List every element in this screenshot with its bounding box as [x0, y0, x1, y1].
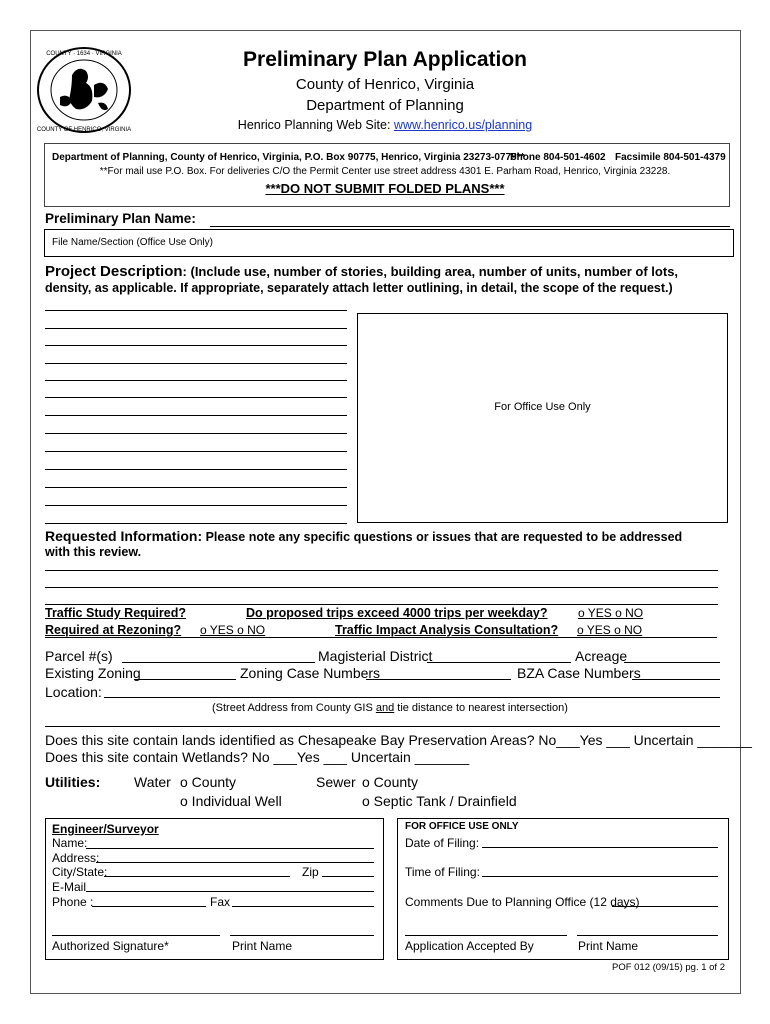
- project-description-instructions-2: density, as applicable. If appropriate, separately attach letter outlining, in detail, the scope of the request.): [45, 281, 673, 295]
- engineer-print-name-input[interactable]: [230, 935, 374, 936]
- chesapeake-bay-question[interactable]: Does this site contain lands identified as Chesapeake Bay Preservation Areas? No___Yes ___ Uncertain _______: [45, 732, 752, 748]
- engineer-phone-input[interactable]: [92, 906, 206, 907]
- description-line[interactable]: [45, 487, 347, 488]
- sewer-septic-option[interactable]: o Septic Tank / Drainfield: [362, 793, 517, 809]
- location-input[interactable]: [104, 697, 720, 698]
- engineer-fax-input[interactable]: [232, 906, 374, 907]
- engineer-phone-label: Phone :: [52, 895, 94, 909]
- website-label: Henrico Planning Web Site:: [237, 118, 391, 132]
- time-of-filing-input[interactable]: [482, 876, 718, 877]
- consultation-options[interactable]: o YES o NO: [577, 623, 643, 637]
- office-use-label: For Office Use Only: [494, 401, 591, 413]
- engineer-signature-label: Authorized Signature*: [52, 939, 169, 953]
- requested-info-line[interactable]: [45, 570, 718, 571]
- consultation-question: Traffic Impact Analysis Consultation?: [335, 623, 559, 637]
- contact-address: Department of Planning, County of Henrico, Virginia, P.O. Box 90775, Henrico, Virginia 23273-0775**: [52, 152, 525, 163]
- engineer-address-input[interactable]: [96, 862, 374, 863]
- office-print-name-input[interactable]: [577, 935, 718, 936]
- requested-info-label: Requested Information:: [45, 528, 203, 544]
- office-use-only-title: FOR OFFICE USE ONLY: [405, 821, 519, 832]
- existing-zoning-label: Existing Zoning: [45, 665, 141, 681]
- description-line[interactable]: [45, 345, 347, 346]
- zoning-case-input[interactable]: [366, 679, 511, 680]
- location-hint-end: tie distance to nearest intersection): [394, 702, 568, 714]
- location-hint-and: and: [375, 702, 395, 714]
- engineer-zip-input[interactable]: [322, 876, 374, 877]
- date-of-filing-input[interactable]: [482, 847, 718, 848]
- location-line-2[interactable]: [45, 726, 720, 727]
- contact-fax: Facsimile 804-501-4379: [615, 152, 726, 163]
- project-description-instructions: : (Include use, number of stories, building area, number of units, number of lots,: [182, 264, 679, 279]
- website-line: [0, 118, 770, 132]
- water-label: Water: [134, 774, 171, 790]
- engineer-email-label: E-Mail: [52, 880, 87, 894]
- description-line[interactable]: [45, 433, 347, 434]
- description-line[interactable]: [45, 505, 347, 506]
- engineer-name-input[interactable]: [86, 848, 374, 849]
- form-title: Preliminary Plan Application: [243, 48, 527, 71]
- engineer-city-input[interactable]: [104, 876, 290, 877]
- requested-info-text: Please note any specific questions or issues that are requested to be addressed: [202, 530, 683, 544]
- contact-phone: Phone 804-501-4602: [510, 152, 606, 163]
- description-line[interactable]: [45, 397, 347, 398]
- engineer-email-input[interactable]: [86, 891, 374, 892]
- description-line[interactable]: [45, 451, 347, 452]
- comments-due-input[interactable]: [612, 906, 718, 907]
- acreage-input[interactable]: [624, 662, 720, 663]
- rezoning-question: Required at Rezoning?: [45, 623, 182, 637]
- contact-delivery-note: **For mail use P.O. Box. For deliveries C/O the Permit Center use street address 4301 E. Parham Road, Henrico, Virginia 23228.: [99, 166, 671, 177]
- description-line[interactable]: [45, 380, 347, 381]
- comments-due-label: Comments Due to Planning Office (12 days): [405, 895, 640, 909]
- bza-case-label: BZA Case Numbers: [517, 665, 641, 681]
- location-hint: [212, 702, 568, 714]
- plan-name-label: Preliminary Plan Name:: [45, 211, 196, 226]
- engineer-zip-label: Zip: [302, 865, 319, 879]
- department-name: Department of Planning: [306, 97, 464, 114]
- folded-plans-warning: ***DO NOT SUBMIT FOLDED PLANS***: [265, 181, 505, 196]
- traffic-rule: [45, 637, 717, 638]
- utilities-label: Utilities:: [45, 774, 101, 790]
- traffic-study-question: Traffic Study Required?: [45, 606, 186, 620]
- seal-bottom-text: COUNTY OF HENRICO, VIRGINIA: [36, 127, 132, 133]
- wetlands-question[interactable]: Does this site contain Wetlands? No ___Yes ___ Uncertain _______: [45, 749, 470, 765]
- office-print-name-label: Print Name: [578, 939, 639, 953]
- accepted-by-label: Application Accepted By: [405, 939, 534, 953]
- trips-question: Do proposed trips exceed 4000 trips per weekday?: [246, 606, 548, 620]
- website-link[interactable]: www.henrico.us/planning: [393, 118, 533, 132]
- acreage-label: Acreage: [575, 648, 628, 664]
- zoning-case-label: Zoning Case Numbers: [240, 665, 381, 681]
- time-of-filing-label: Time of Filing:: [405, 865, 480, 879]
- office-use-box: [357, 313, 728, 523]
- file-name-label: File Name/Section (Office Use Only): [52, 237, 213, 248]
- district-input[interactable]: [427, 662, 571, 663]
- requested-info-line[interactable]: [45, 604, 718, 605]
- parcel-label: Parcel #(s): [45, 648, 113, 664]
- plan-name-input[interactable]: [210, 226, 730, 227]
- sewer-county-option[interactable]: o County: [362, 774, 419, 790]
- project-description-label: Project Description: [45, 263, 183, 280]
- seal-top-text: COUNTY · 1634 · VIRGINIA: [46, 51, 122, 57]
- parcel-input[interactable]: [122, 662, 315, 663]
- water-county-option[interactable]: o County: [180, 774, 237, 790]
- date-of-filing-label: Date of Filing:: [405, 836, 480, 850]
- location-hint-start: (Street Address from County GIS: [212, 702, 376, 714]
- district-label: Magisterial District: [318, 648, 433, 664]
- engineer-signature-input[interactable]: [52, 935, 220, 936]
- form-id: POF 012 (09/15) pg. 1 of 2: [611, 962, 725, 973]
- description-line[interactable]: [45, 469, 347, 470]
- accepted-by-input[interactable]: [405, 935, 567, 936]
- bza-case-input[interactable]: [632, 679, 720, 680]
- requested-info-text-2: with this review.: [45, 545, 142, 559]
- requested-info-line[interactable]: [45, 587, 718, 588]
- sewer-label: Sewer: [316, 774, 356, 790]
- engineer-name-label: Name:: [52, 836, 88, 850]
- trips-options[interactable]: o YES o NO: [578, 606, 644, 620]
- requested-info-heading: [45, 528, 682, 544]
- description-line[interactable]: [45, 415, 347, 416]
- existing-zoning-input[interactable]: [134, 679, 236, 680]
- description-line[interactable]: [45, 523, 347, 524]
- rezoning-options[interactable]: o YES o NO: [200, 623, 266, 637]
- description-line[interactable]: [45, 310, 347, 311]
- location-label: Location:: [45, 684, 102, 700]
- description-line[interactable]: [45, 328, 347, 329]
- engineer-print-name-label: Print Name: [232, 939, 293, 953]
- county-name: County of Henrico, Virginia: [295, 76, 475, 93]
- engineer-address-label: Address:: [52, 851, 100, 865]
- water-well-option[interactable]: o Individual Well: [180, 793, 282, 809]
- project-description-heading: [45, 263, 678, 280]
- engineer-fax-label: Fax: [210, 895, 231, 909]
- engineer-title: Engineer/Surveyor: [52, 822, 159, 836]
- engineer-city-label: City/State:: [52, 865, 108, 879]
- description-line[interactable]: [45, 363, 347, 364]
